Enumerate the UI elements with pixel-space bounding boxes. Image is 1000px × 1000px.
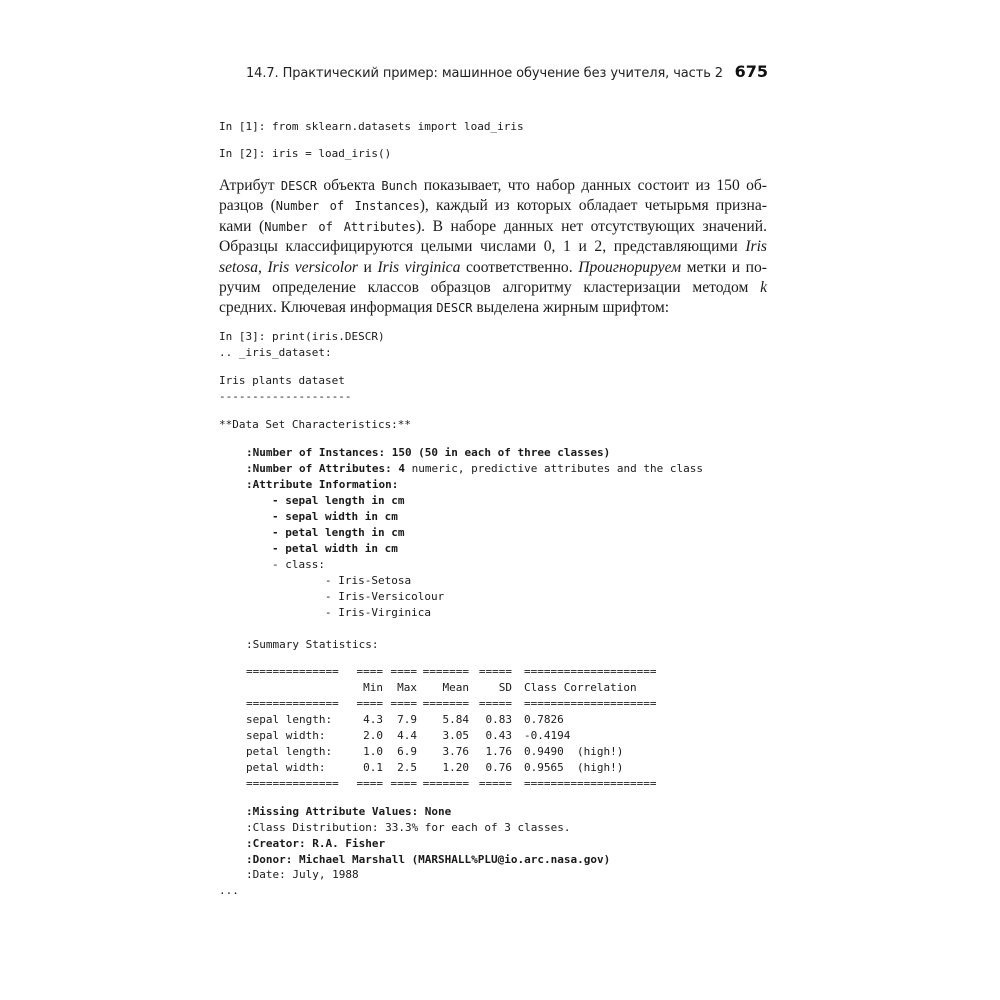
- code-attribute-item: - sepal length in cm: [272, 494, 405, 507]
- code-creator: :Creator: R.A. Fisher: [246, 837, 386, 850]
- paragraph-line: Атрибут DESCR объекта Bunch показывает, что набор данных состоит из 150 об-: [219, 177, 767, 194]
- running-title: 14.7. Практический пример: машинное обучение без учителя, часть 2: [246, 66, 723, 81]
- table-header: Min Max Mean SD Class Correlation: [363, 681, 637, 694]
- running-head: [246, 62, 768, 88]
- table-row: sepal width: 2.0 4.4 3.05 0.43 -0.4194: [246, 729, 571, 742]
- inline-code: Number of Instances: [275, 199, 420, 214]
- code-characteristics: **Data Set Characteristics:**: [219, 418, 412, 431]
- paragraph-line: ками (Number of Attributes). В наборе данных нет отсутствующих значений.: [219, 217, 767, 235]
- paragraph-line: ручим определение классов образцов алгоритму кластеризации методом k: [219, 278, 767, 296]
- code-in1: In [1]: from sklearn.datasets import load_iris: [219, 120, 524, 133]
- code-class-label: - class:: [272, 558, 325, 571]
- inline-code: DESCR: [280, 179, 318, 193]
- page-number: 675: [734, 62, 768, 81]
- code-dataset-underline: --------------------: [219, 390, 352, 403]
- paragraph-line: разцов (Number of Instances), каждый из которых обладает четырьмя призна-: [219, 197, 767, 215]
- body-paragraph: [219, 176, 767, 319]
- paragraph-line: setosa, Iris versicolor и Iris virginica соответственно. Проигнорируем метки и по-: [219, 258, 767, 276]
- code-num-instances: :Number of Instances: 150 (50 in each of three classes): [246, 446, 611, 459]
- inline-code: Number of Attributes: [264, 219, 416, 234]
- code-class-distribution: :Class Distribution: 33.3% for each of 3 classes.: [246, 821, 571, 834]
- code-attribute-item: - sepal width in cm: [272, 510, 398, 523]
- table-rule: ============== ==== ==== ======= ===== ====================: [246, 777, 657, 790]
- code-dataset-ref: .. _iris_dataset:: [219, 346, 332, 359]
- code-attribute-item: - petal length in cm: [272, 526, 405, 539]
- code-class-item: - Iris-Setosa: [325, 574, 412, 587]
- code-dataset-title: Iris plants dataset: [219, 374, 345, 387]
- code-donor: :Donor: Michael Marshall (MARSHALL%PLU@io.arc.nasa.gov): [246, 853, 611, 866]
- inline-code: DESCR: [436, 301, 473, 316]
- code-attribute-info: :Attribute Information:: [246, 478, 399, 491]
- table-row: petal width: 0.1 2.5 1.20 0.76 0.9565 (high!): [246, 761, 624, 774]
- table-rule: ============== ==== ==== ======= ===== ====================: [246, 665, 657, 678]
- code-ellipsis: ...: [219, 884, 239, 897]
- code-in3: In [3]: print(iris.DESCR): [219, 330, 385, 343]
- paragraph-line: средних. Ключевая информация DESCR выделена жирным шрифтом:: [219, 299, 670, 317]
- code-num-attributes: :Number of Attributes: 4 numeric, predictive attributes and the class: [246, 462, 703, 475]
- code-missing-values: :Missing Attribute Values: None: [246, 805, 452, 818]
- table-row: sepal length: 4.3 7.9 5.84 0.83 0.7826: [246, 713, 564, 726]
- inline-code: Bunch: [381, 179, 418, 193]
- table-row: petal length: 1.0 6.9 3.76 1.76 0.9490 (high!): [246, 745, 624, 758]
- code-summary-title: :Summary Statistics:: [246, 638, 379, 651]
- code-attribute-item: - petal width in cm: [272, 542, 398, 555]
- paragraph-line: Образцы классифицируются целыми числами 0, 1 и 2, представляющими Iris: [219, 238, 767, 256]
- summary-statistics-table: [246, 664, 656, 792]
- code-in2: In [2]: iris = load_iris(): [219, 147, 392, 160]
- table-rule: ============== ==== ==== ======= ===== ====================: [246, 697, 657, 710]
- code-class-item: - Iris-Virginica: [325, 606, 431, 619]
- code-class-item: - Iris-Versicolour: [325, 590, 445, 603]
- code-date: :Date: July, 1988: [246, 868, 359, 881]
